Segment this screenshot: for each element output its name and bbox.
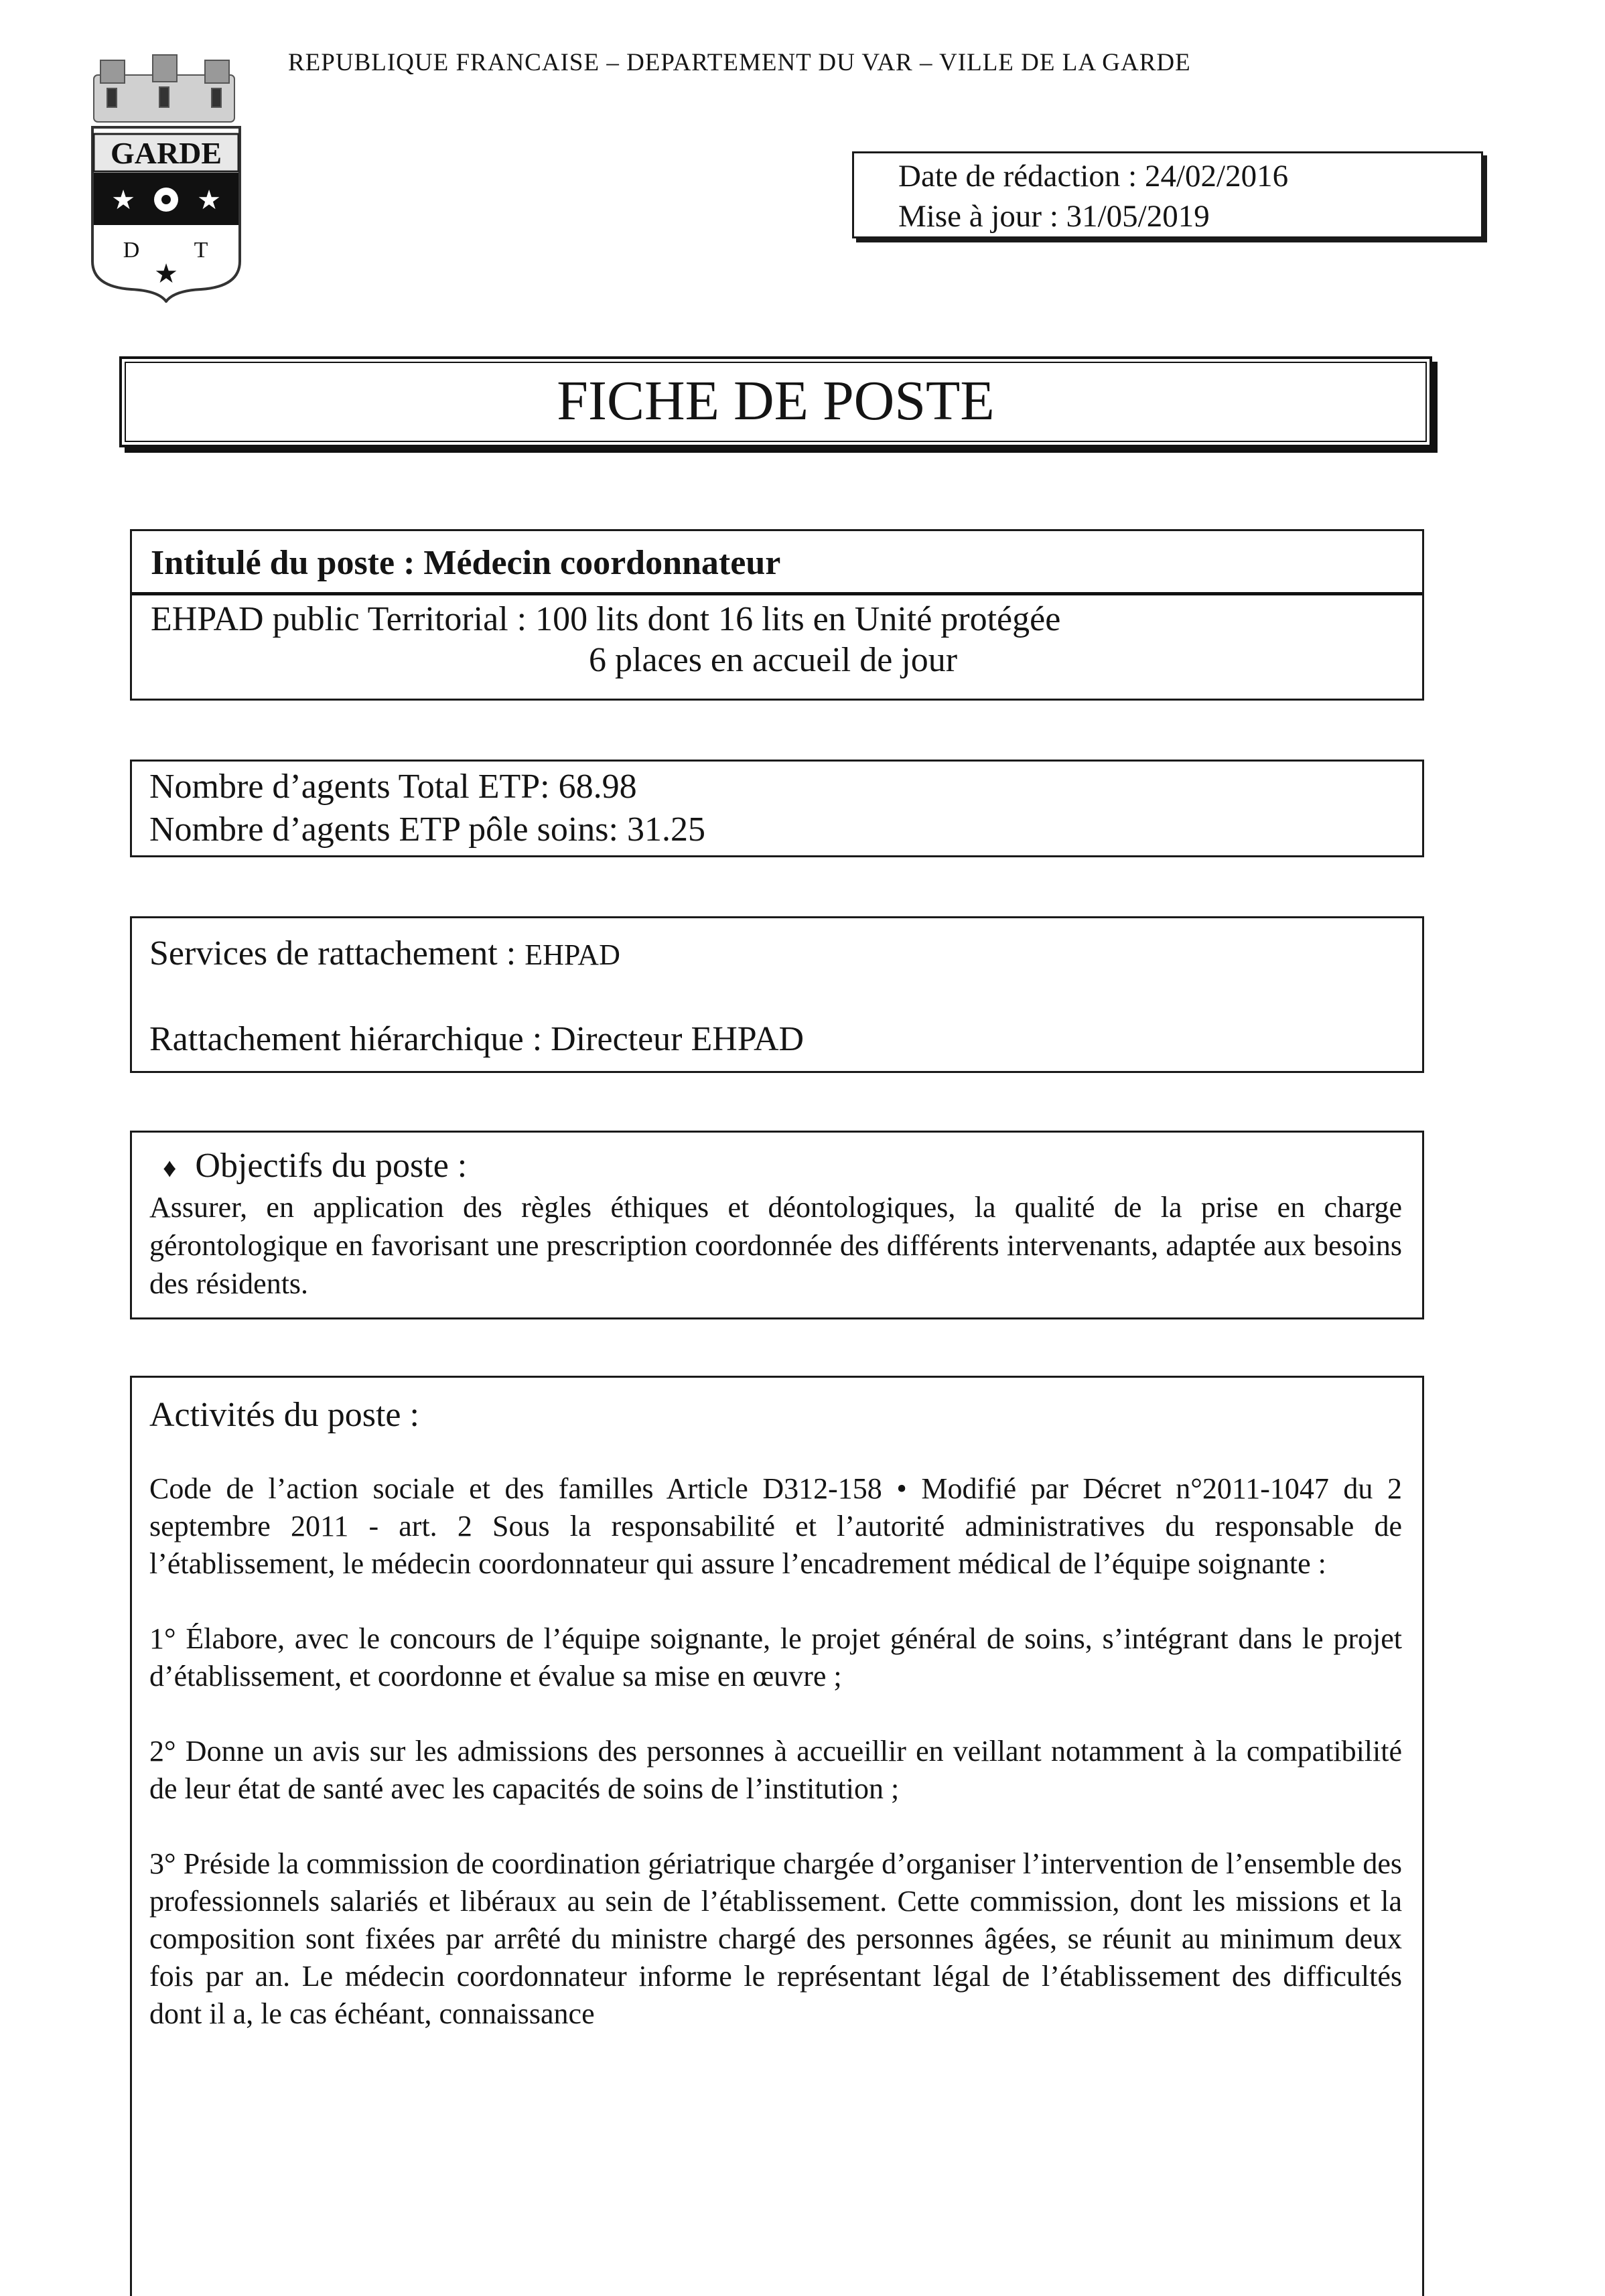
- objectifs-text: Assurer, en application des règles éthiques et déontologiques, la qualité de la prise en charge gérontologique en favorisant une prescription coordonnée des différents intervenants, adaptée aux besoins des résidents.: [149, 1191, 1402, 1300]
- activites-box: [130, 1376, 1424, 2296]
- services-rattachement-label: Services de rattachement :: [149, 934, 525, 973]
- activites-paragraph: 3° Préside la commission de coordination gériatrique chargée d’organiser l’intervention de l’ensemble des professionnels salariés et libéraux au sein de l’établissement. Cette commission, dont les missions et la composition sont fixées par arrêté du ministre chargé des personnes âgées, se réunit au minimum deux fois par an. Le médecin coordonnateur informe le représentant légal de l’établissement des difficultés dont il a, le cas échéant, connaissance: [149, 1847, 1402, 2030]
- objectifs-title: Objectifs du poste :: [195, 1147, 468, 1185]
- header-line: REPUBLIQUE FRANCAISE – DEPARTEMENT DU VAR – VILLE DE LA GARDE: [288, 49, 1191, 76]
- services-rattachement: [149, 929, 1422, 980]
- ehpad-day-care: 6 places en accueil de jour: [589, 641, 958, 679]
- svg-text:★: ★: [197, 185, 221, 216]
- svg-text:★: ★: [111, 185, 135, 216]
- redaction-date: Date de rédaction : 24/02/2016: [898, 159, 1289, 194]
- agents-total: Nombre d’agents Total ETP: 68.98: [149, 768, 637, 806]
- crest-letter-d: D: [123, 238, 140, 263]
- title-box: [119, 356, 1432, 447]
- agents-box: [130, 760, 1424, 857]
- objectifs-heading: [149, 1147, 1402, 1187]
- services-rattachement-value: EHPAD: [525, 938, 620, 971]
- objectifs-box: [130, 1131, 1424, 1319]
- poste-title: Intitulé du poste : Médecin coordonnateur: [132, 531, 1422, 595]
- agents-soins: Nombre d’agents ETP pôle soins: 31.25: [149, 810, 705, 849]
- poste-box: [130, 529, 1424, 701]
- diamond-bullet-icon: ♦: [163, 1153, 177, 1183]
- activites-paragraph: 1° Élabore, avec le concours de l’équipe soignante, le projet général de soins, s’intégrant dans le projet d’établissement, et coordonne et évalue sa mise en œuvre ;: [149, 1622, 1402, 1693]
- rattachement-hierarchique: Rattachement hiérarchique : Directeur EHPAD: [149, 1020, 805, 1058]
- page-title: FICHE DE POSTE: [125, 362, 1427, 442]
- activites-title: Activités du poste :: [149, 1396, 419, 1434]
- svg-text:★: ★: [154, 259, 178, 289]
- crown-icon: [94, 55, 234, 122]
- services-box: [130, 916, 1424, 1073]
- update-date: Mise à jour : 31/05/2019: [898, 199, 1210, 234]
- coat-of-arms-icon: [74, 48, 255, 303]
- crest-letter-t: T: [194, 238, 208, 263]
- date-box: [852, 151, 1483, 238]
- activites-paragraph: Code de l’action sociale et des familles Article D312-158 • Modifié par Décret n°2011-1047 du 2 septembre 2011 - art. 2 Sous la responsabilité et l’autorité administratives du responsable de l’établissement, le médecin coordonnateur qui assure l’encadrement médical de l’équipe soignante :: [149, 1472, 1402, 1580]
- activites-paragraph: 2° Donne un avis sur les admissions des personnes à accueillir en veillant notamment à la compatibilité de leur état de santé avec les capacités de soins de l’institution ;: [149, 1735, 1402, 1805]
- crest-banner: GARDE: [110, 136, 222, 170]
- ehpad-capacity: EHPAD public Territorial : 100 lits dont 16 lits en Unité protégée: [151, 600, 1061, 638]
